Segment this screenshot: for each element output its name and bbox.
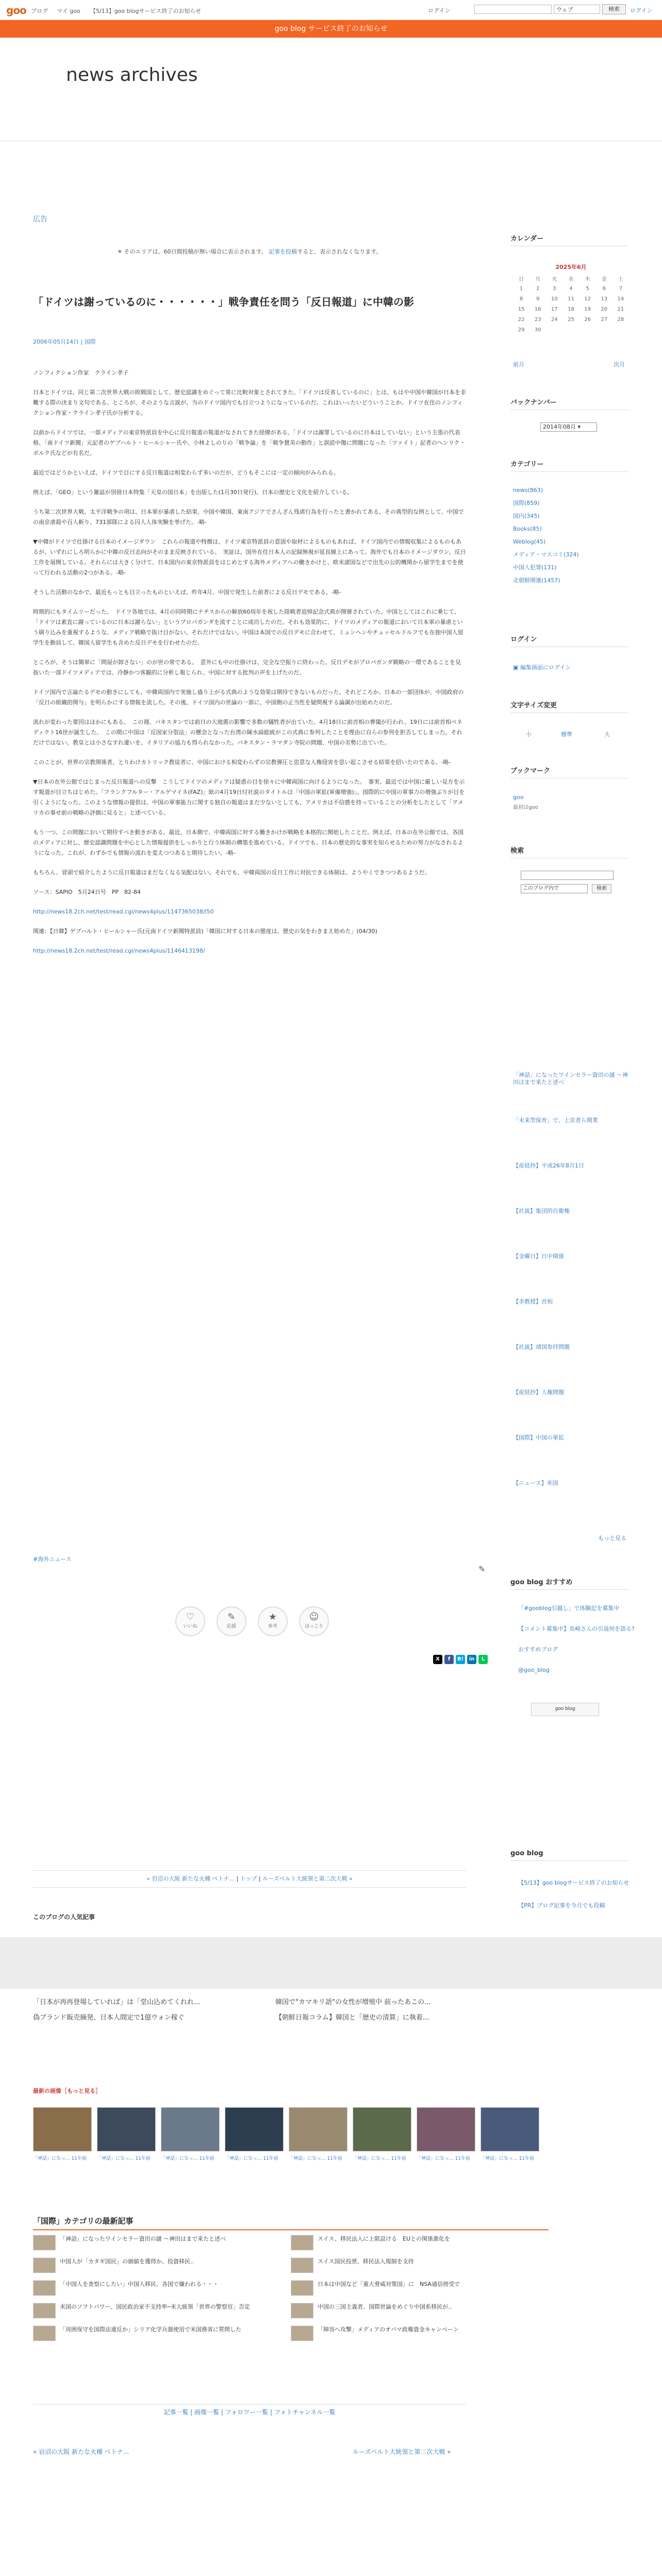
article-paragraph: そうした活動のなかで、最近もっとも目立ったものといえば、昨年4月、中国で発生した前者による反日デモである。-略- [33, 589, 341, 596]
category-item-image[interactable] [33, 2280, 56, 2296]
blog-header [0, 38, 662, 141]
article-title[interactable]: 「ドイツは謝っているのに・・・・・・」戦争責任を問う「反日報道」に中韓の影 [33, 296, 414, 308]
calendar-day[interactable]: 26 [584, 316, 591, 323]
calendar-day[interactable]: 6 [602, 285, 606, 292]
calendar-day[interactable]: 19 [584, 306, 591, 312]
top-search-button[interactable]: 検索 [602, 4, 626, 14]
calendar-day[interactable]: 16 [534, 306, 541, 312]
stamp-icon: ☺ [309, 1612, 319, 1622]
calendar-day[interactable]: 23 [534, 316, 541, 323]
ad-area [0, 1937, 662, 1989]
category-item-image[interactable] [291, 2280, 313, 2296]
recent-entry-link[interactable]: 「未来型保育」で、上京者ら開業 [513, 1117, 598, 1124]
calendar-day[interactable]: 2 [536, 285, 540, 292]
category-item-image[interactable] [33, 2303, 56, 2318]
article-paragraph: ノンフィクション作家 クライン孝子 [33, 369, 129, 376]
recent-thumbnail[interactable] [417, 2107, 475, 2151]
ad-link[interactable]: 「日本が再再登場していれば」は「堂山込めてくれれ... [33, 1998, 201, 2006]
stamp-label: いいね [183, 1624, 197, 1629]
category-item-image[interactable] [33, 2326, 56, 2341]
login-heading: ログイン [510, 634, 629, 647]
calendar-day[interactable]: 8 [519, 296, 523, 302]
more-link[interactable]: もっと見る [598, 1535, 626, 1541]
ad-link[interactable]: 韓国で"カマキリ語"の女性が増殖中 前ったあこの... [275, 1998, 431, 2006]
nav-notice[interactable]: 【5/13】goo blogサービス終了のお知らせ [90, 8, 202, 14]
category-item-link[interactable]: 中国人が「カタギ国民」の価値を獲得か、投資移民.. [60, 2258, 194, 2265]
calendar-weekday: 水 [568, 276, 574, 282]
stamp-button[interactable] [258, 1606, 288, 1636]
top-search-input[interactable] [474, 5, 552, 14]
calendar-weekday: 木 [585, 276, 590, 282]
calendar-heading: カレンダー [510, 233, 629, 246]
recent-caption[interactable]: 「神話」になっ... 11年前 [161, 2156, 214, 2161]
edit-pencil-icon[interactable]: ✎ [478, 1564, 486, 1574]
calendar-day[interactable]: 9 [536, 296, 540, 302]
ad-link[interactable]: 【朝鮮日報コラム】韓国と「歴史の清算」に執着... [275, 2014, 429, 2022]
recent-entry-link[interactable]: 【社説】靖国参拝問題 [513, 1344, 570, 1350]
share-icon[interactable]: X [433, 1655, 442, 1664]
calendar-weekday: 火 [552, 276, 557, 282]
blog-title[interactable]: news archives [66, 64, 198, 86]
login-icon: ▣ [513, 664, 519, 671]
article-paragraph: 流れが変わった要因はほかにもある。 この週、パキスタンでは前日の大地震の影響で多数の犠牲者が出ていた。4月18日に前首相の葬儀が行われ、19日には前首相ベネディクト16世が誕生した。 この間に中国は「反国家分裂法」の懸念となった台湾の陳水扁総統がこの式典に参列したことを理由に自らの参列を拒否してしまった。それだけではない。教皇とは小さなすれ違いを、イタリアの協力も得られなかった。パキスタン・ラマダン寺院の問題、中国の劣勢に出ていた。 [33, 719, 462, 746]
recent-caption[interactable]: 「神話」になっ... 11年前 [225, 2156, 278, 2161]
article-tag[interactable]: #海外ニュース [33, 1556, 72, 1563]
calendar-day[interactable]: 29 [518, 327, 525, 333]
recent-thumbnail[interactable] [97, 2107, 156, 2151]
stamp-icon: ✎ [227, 1612, 236, 1622]
category-item-image[interactable] [291, 2258, 313, 2273]
recent-caption[interactable]: 「神話」になっ... 11年前 [417, 2156, 470, 2161]
article-body [33, 368, 466, 965]
font-medium[interactable]: 標準 [561, 731, 572, 738]
category-item-link[interactable]: 「神話」になったワインセラー資田の謎 ～神田はまで来たと述べ [60, 2235, 226, 2242]
calendar-day[interactable]: 14 [617, 296, 624, 302]
editor-login-label: 編集画面にログイン [520, 664, 571, 671]
osusume-link[interactable]: 「#gooblog引越し」で体験記を募集中 [518, 1605, 620, 1612]
article-paragraph: ところが、そうは簡単に「問屋が卸さない」のが世の常である。 意外にも中の仕掛けは、完全な空振りに終わった。反日デモがプロパガンダ戦略の一環であることを見抜いた一部ドイツメディアでは、冷静かつ客観的に分析し報じられ、中国に対する批判の声を上げたのだ。 [33, 659, 461, 676]
goo-notice-link[interactable]: 【PR】ブログ記事を今月でも投稿 [518, 1902, 605, 1909]
share-icon[interactable]: B! [456, 1655, 465, 1664]
notice-star-icon: ✳ [117, 248, 122, 255]
search-heading: 検索 [510, 845, 629, 858]
bookmark-heading: ブックマーク [510, 765, 629, 778]
share-icon[interactable]: L [478, 1655, 488, 1664]
article-paragraph: 時期的にもタイムリーだった。 ドイツ各地では、4月の同時期にナチスからの解放60周年を祝した陸戦者追悼記念式典が開催されていた。中国としてはこれに乗じて、「ドイツは素直に謝っているのに日本は謝らない」というプロパガンダを流すことに成功したのだ。それも効果的に、ドイツのメディアの報道において日本軍の暴虐という刷り込みを重視するような、メディア戦略で抜け目がない。それだけではない。中国は本国での反日デモに合わせて、ミュンヘンやチュッセルドルフでも在独中国人留学生を動員して、韓国人留学生も含めた反日デモを行わせたのだ。 [33, 608, 464, 646]
category-item-link[interactable]: 日本は中国など「重大脅威対策国」に NSA通信傍受で [318, 2281, 460, 2287]
recent-entry-link[interactable]: 【金曜日】日中関係 [513, 1253, 564, 1260]
ad-link[interactable]: 偽ブランド販売摘発、日本人間定で1億ウォン稼ぐ [33, 2014, 185, 2022]
calendar-day[interactable]: 25 [568, 316, 574, 323]
editor-login[interactable] [513, 664, 571, 672]
stamp-button[interactable] [175, 1606, 205, 1636]
article-paragraph: ▼日本の在外公館ではじまった反日報道への反撃 こうしてドイツのメディアは疑惑の目を徐々に中韓両国に向けるようになった。 事実、最近では中国に厳しい見方を示す報道が目立ちはじめた。「フランクフルター・アルゲマイネ(FAZ)」紙の4月19日付社説のタイトルは「中国の軍拡(軍備増強)」。国際的に中国の軍事力の増強ぶりが目を引くようになった。このような情報の提供は、中国の軍事能力に関する独自の報道はまだ少ないとしても、アメリカは不信感を持っていることの分析をしたとして「アメリカの事せ前の戦略の評価に見ると」と述べている。 [33, 778, 465, 816]
sidebar-search-scope[interactable]: このブログ内で [521, 884, 588, 893]
recent-caption[interactable]: 「神話」になっ... 11年前 [481, 2156, 534, 2161]
backnumber-select[interactable] [540, 422, 597, 432]
calendar-day[interactable]: 15 [518, 306, 525, 312]
article-paragraph: もう一つ、この問題において期待すべき動きがある。最近、日本側で、中韓両国に対する働きかけが戦略を本格的に開始したことだ。例えば、日本の在外公館では、各国のメディアに対し、歴史認識問題を中心とした情報提供をしっかりと行う体制の構築を進めている。ドイツでも、日本の歴史的な事実を知らせるための努力がなされるようになった。これが、わずかでも情報の流れを変えつつあると期待したい。-略- [33, 829, 464, 856]
recent-entry-link[interactable]: 【産経抄】人権問題 [513, 1389, 564, 1396]
goo-logo[interactable]: goo [6, 4, 26, 16]
calendar-day[interactable]: 27 [601, 316, 608, 323]
category-item-link[interactable]: 「陣容へ攻撃」メディアのオバマ政権資金キャンペーン [318, 2326, 459, 2333]
calendar-day[interactable]: 13 [601, 296, 608, 302]
calendar-day[interactable]: 21 [617, 306, 624, 312]
recent-caption[interactable]: 「神話」になっ... 11年前 [33, 2156, 87, 2161]
calendar-day[interactable]: 17 [551, 306, 558, 312]
category-link[interactable]: 国際(859) [513, 500, 540, 506]
recent-thumbnail[interactable] [33, 2107, 92, 2151]
osusume-link[interactable]: 【コメント募集中】長崎さんの引退何を語る? [518, 1625, 635, 1632]
category-link[interactable]: 中国人犯罪(131) [513, 564, 557, 571]
recent-thumbnail[interactable] [161, 2107, 220, 2151]
calendar [513, 263, 629, 335]
prev-entry-link[interactable]: « 岩沼の大阪 新たな火種 ベトナ... [146, 1875, 235, 1882]
category-link[interactable]: news(863) [513, 487, 543, 494]
goo-notice-link[interactable]: 【5/13】goo blogサービス終了のお知らせ [518, 1879, 630, 1886]
bottom-prev-link[interactable]: « 岩沼の大阪 新たな火種 ベトナ... [33, 2448, 129, 2455]
chevron-down-icon: ▾ [577, 423, 581, 430]
article-paragraph: ▼中韓がドイツで仕掛ける日本のイメージダウン これらの報道や特徴は、ドイツ東京特派員の意図や取材によるものもあれば、ドイツ国内での情報収集によるものもあるが、いずれにしろ明らかに中韓の反日志向がそのまま反映されている。 実証は、国外在住日本人の記録無視が延長線上にあって、海外でも日本のイメージダウン、反日工作を展開している。それらには大きく分けて、日本国内の東京特派員をはじめとする海外メディアへの働きかけと、欧米諸国などで出先の公的機関から留学生までを使って行われる活動の2つがある。-略- [33, 538, 466, 576]
category-heading: カテゴリー [510, 459, 629, 472]
notice-text: そのエリアは、60日間投稿が無い場合に表示されます。 [124, 248, 267, 255]
goo-blog-banner[interactable]: goo blog [531, 1703, 599, 1716]
recent-thumbnail[interactable] [225, 2107, 284, 2151]
recent-entry-link[interactable]: 【国際】中国の軍拡 [513, 1434, 564, 1441]
share-icon[interactable]: in [467, 1655, 476, 1664]
ad-label: 広告 [33, 215, 47, 224]
article-paragraph[interactable]: http://news18.2ch.net/test/read.cgi/news4plus/1147365038/l50 [33, 908, 214, 915]
stamp-icon: ♡ [186, 1612, 195, 1622]
service-end-banner[interactable]: goo blog サービス終了のお知らせ [0, 20, 662, 38]
search-scope-select[interactable]: ウェブ [554, 5, 600, 14]
calendar-weekday: 金 [601, 276, 607, 282]
notice-tail: すると、表示されなくなります。 [297, 248, 382, 255]
recent-caption[interactable]: 「神話」になっ... 11年前 [353, 2156, 406, 2161]
calendar-month: 2025年6月 [555, 264, 587, 270]
recent-entry-link[interactable]: 「神話」になったワインセラー資田の謎 ～神田はまで来たと述べ [513, 1072, 628, 1086]
category-item-image[interactable] [291, 2235, 313, 2250]
recent-entry-link[interactable]: 【産経抄】平成26年8月1日 [513, 1162, 584, 1169]
osusume-heading: goo blog おすすめ [510, 1577, 629, 1590]
calendar-day[interactable]: 11 [568, 296, 574, 302]
category-latest-heading: 「国際」カテゴリの最新記事 [33, 2215, 549, 2230]
sidebar-search-button[interactable]: 検索 [592, 884, 611, 893]
calendar-day[interactable]: 12 [584, 296, 591, 302]
bookmark-desc: 最初はgoo [513, 805, 538, 810]
recent-caption[interactable]: 「神話」になっ... 11年前 [289, 2156, 342, 2161]
article-meta: 2006年05月14日 | 国際 [33, 338, 96, 345]
recent-caption[interactable]: 「神話」になっ... 11年前 [97, 2156, 151, 2161]
calendar-day[interactable]: 20 [601, 306, 608, 312]
article-paragraph[interactable]: http://news18.2ch.net/test/read.cgi/news4plus/1146413198/ [33, 947, 205, 954]
recent-entry-link[interactable]: 【ニュース】米国 [513, 1480, 558, 1486]
top-utility-bar [0, 0, 662, 20]
post-notice [33, 247, 466, 256]
goo-blog-heading: goo blog [510, 1850, 629, 1861]
stamp-label: 応援 [226, 1624, 236, 1629]
calendar-day[interactable]: 18 [568, 306, 574, 312]
top-login-link[interactable]: ログイン [630, 7, 653, 14]
nav-mygoo[interactable]: マイ goo [57, 8, 80, 14]
bottom-next-link[interactable]: ルーズベルト大統領と第二次大戦 » [353, 2448, 451, 2455]
calendar-day [546, 325, 562, 335]
calendar-day[interactable]: 3 [553, 285, 556, 292]
stamp-icon: ★ [268, 1612, 277, 1622]
category-item-image[interactable] [33, 2258, 56, 2273]
calendar-day[interactable]: 1 [519, 285, 523, 292]
calendar-day [562, 325, 579, 335]
article-category[interactable]: 国際 [84, 338, 96, 345]
calendar-day[interactable]: 7 [619, 285, 623, 292]
category-item-link[interactable]: 「中国人を査察にしたい」中国人移民、各国で嫌われる・・・ [60, 2281, 219, 2287]
category-link[interactable]: 国内(345) [513, 513, 540, 519]
calendar-day[interactable]: 30 [534, 327, 541, 333]
osusume-link[interactable]: おすすめブログ [518, 1646, 558, 1653]
osusume-link[interactable]: @goo_blog [518, 1667, 550, 1673]
stamp-button[interactable] [299, 1606, 329, 1636]
article-paragraph: うち第二次世界大戦、太平洋戦争の項は、日本軍が暴虐した結果、中国や韓国、東南アジアでさんざん残虐行為を行ったと書かれてある。その典型的な例として、中国での南京虐殺や百人斬り、731部隊による囚人人体実験を挙げた。-略- [33, 509, 464, 526]
category-link[interactable]: メディア・マスコミ(324) [513, 551, 579, 558]
category-item-image[interactable] [33, 2235, 56, 2250]
article-paragraph: もちろん、冒頭で紹介したように反日報道はまだなくなる気配はない。それでも、中韓両国の反日工作に対抗できる体制は、ようやくできつつあるようだ。 [33, 869, 431, 876]
calendar-day[interactable]: 5 [586, 285, 589, 292]
calendar-day[interactable]: 4 [569, 285, 573, 292]
calendar-day[interactable]: 22 [518, 316, 525, 323]
calendar-day [580, 325, 596, 335]
top-link[interactable]: トップ [240, 1875, 257, 1882]
category-item-link[interactable]: 「周囲保守を国際法違反か」シリア化学兵器使用で米国務省に質問した [60, 2326, 241, 2333]
recent-thumbnail[interactable] [481, 2107, 539, 2151]
entry-nav: « 岩沼の大阪 新たな火種 ベトナ... | トップ | ルーズベルト大統領と第二次大戦 » [33, 1870, 466, 1888]
calendar-day[interactable]: 10 [551, 296, 558, 302]
footer-links[interactable]: 記事一覧 | 画像一覧 | フォロワー一覧 | フォトチャンネル一覧 [33, 2404, 466, 2416]
font-large[interactable]: 大 [604, 731, 610, 738]
article-paragraph: 日本とドイツは、同じ第二次世界大戦の敗戦国として、歴史認識をめぐって常に比較対象とされてきた。「ドイツは反省しているのに」とは、もはや中国や韓国が日本を非難する際の決まり文句である。ところが、そのような言説が、当のドイツ国内でも目立つようになっているのだ。これはいったいどういうことか。ドイツ在住のノンフィクション作家・クライン孝子氏が分析する。 [33, 389, 466, 416]
share-icon[interactable]: f [444, 1655, 454, 1664]
article-paragraph: 以前からドイツでは、一部メディアの東京特派員を中心に反日報道の報道がなされてきた経緯がある。「ドイツは謝罪しているのに日本はしていない」という主張の代表格、「南ドイツ新聞」元記者のゲブハルト・ヒールシャー氏や、小林よしのりの「戦争論」を「戦争賛美の動作」と誤読中傷に問題になった「ツァイト」記者のヘンリク・ボルク氏などが有名だ。 [33, 429, 466, 456]
article-paragraph: 例えば、「GEO」という雑誌が別冊日本特集「天皇の国日本」を出版した(1月30日発行)。日本の歴史と文化を紹介している。 [33, 489, 353, 496]
stamp-label: 参考 [268, 1624, 277, 1629]
recent-images-heading[interactable]: 最新の画像［もっと見る］ [33, 2088, 101, 2094]
recent-entry-link[interactable]: 【李教授】首相 [513, 1298, 553, 1305]
category-item-link[interactable]: 米国のソフトパワー、国民政治家不支持率─米大統領「世界の警察官」否定 [60, 2303, 250, 2310]
recent-entry-link[interactable]: 【社説】集団的自衛権 [513, 1208, 570, 1214]
category-link[interactable]: Weblog(45) [513, 538, 546, 545]
bookmark-goo[interactable]: goo [513, 794, 524, 801]
diary-link[interactable]: ログイン [428, 7, 451, 14]
popular-heading: このブログの人気記事 [33, 1913, 95, 1921]
stamp-label: ほっこり [304, 1624, 323, 1629]
category-item-link[interactable]: スイス国民投票、移民法入規制を支持 [318, 2258, 414, 2265]
calendar-prev[interactable]: 前月 [513, 361, 524, 368]
calendar-weekday: 日 [519, 276, 524, 282]
calendar-day[interactable]: 28 [617, 316, 624, 323]
article-paragraph: このことが、世界の宗教関係者、とりわけカトリック教徒者に、中国における相変わらずの宗教弾圧と恣意な人権侵害を思い起こさせる結果を招いたのである。-略- [33, 759, 451, 766]
calendar-next[interactable]: 次月 [614, 361, 625, 368]
recent-thumbnail[interactable] [353, 2107, 411, 2151]
sidebar-search-input[interactable] [521, 871, 614, 880]
article-paragraph: ソース：SAPIO 5月24日号 PP 82-84 [33, 889, 141, 895]
font-small[interactable]: 小 [526, 731, 532, 738]
calendar-weekday: 月 [535, 276, 541, 282]
category-link[interactable]: 北朝鮮関連(1457) [513, 577, 560, 584]
calendar-weekday: 土 [618, 276, 623, 282]
article-date: 2006年05月14日 [33, 338, 79, 345]
calendar-day [613, 325, 629, 335]
backnumber-heading: バックナンバー [510, 397, 629, 410]
fontsize-heading: 文字サイズ変更 [510, 700, 629, 713]
recent-thumbnail[interactable] [289, 2107, 347, 2151]
category-item-image[interactable] [291, 2326, 313, 2341]
next-entry-link[interactable]: ルーズベルト大統領と第二次大戦 » [262, 1875, 353, 1882]
calendar-day[interactable]: 24 [551, 316, 558, 323]
article-paragraph: 関連：【日韓】ゲブハルト・ヒールシャー氏(元南ドイツ新聞特派員)「韓国に対する日本の態度は、歴史の気をわきまえ始めた」(04/30) [33, 928, 377, 935]
backnumber-value: 2014年08月 [543, 423, 576, 430]
category-item-image[interactable] [291, 2303, 313, 2318]
category-link[interactable]: Books(85) [513, 526, 542, 532]
calendar-day [596, 325, 613, 335]
nav-blog[interactable]: ブログ [31, 8, 48, 14]
notice-post-link[interactable]: 記事を投稿 [269, 248, 297, 255]
category-item-link[interactable]: スイス、移民法入に上限設ける EUとの関係悪化を [318, 2235, 450, 2242]
category-item-link[interactable]: 中国の三国主義者、国際世論をめぐり中国系移民が.. [318, 2303, 452, 2310]
stamp-button[interactable] [217, 1606, 246, 1636]
article-paragraph: 最近ではどうかといえば、ドイツで目にする反日報道は相変わらず多いのだが、どうもそこには一定の傾向がみられる。 [33, 469, 339, 476]
article-paragraph: ドイツ国内で言論たるデモの動きにしても、中韓両国内で実施し盛り上がる式典のような効果は期待できないものだった。それどころか、日本の一部団体が、中国政府の「反日の組織的関与」を明らかにする情報を流した。その後、ドイツ国内の世論の一部に、中国側の正当性を疑問視する論調が出始めたのだ。 [33, 689, 464, 706]
